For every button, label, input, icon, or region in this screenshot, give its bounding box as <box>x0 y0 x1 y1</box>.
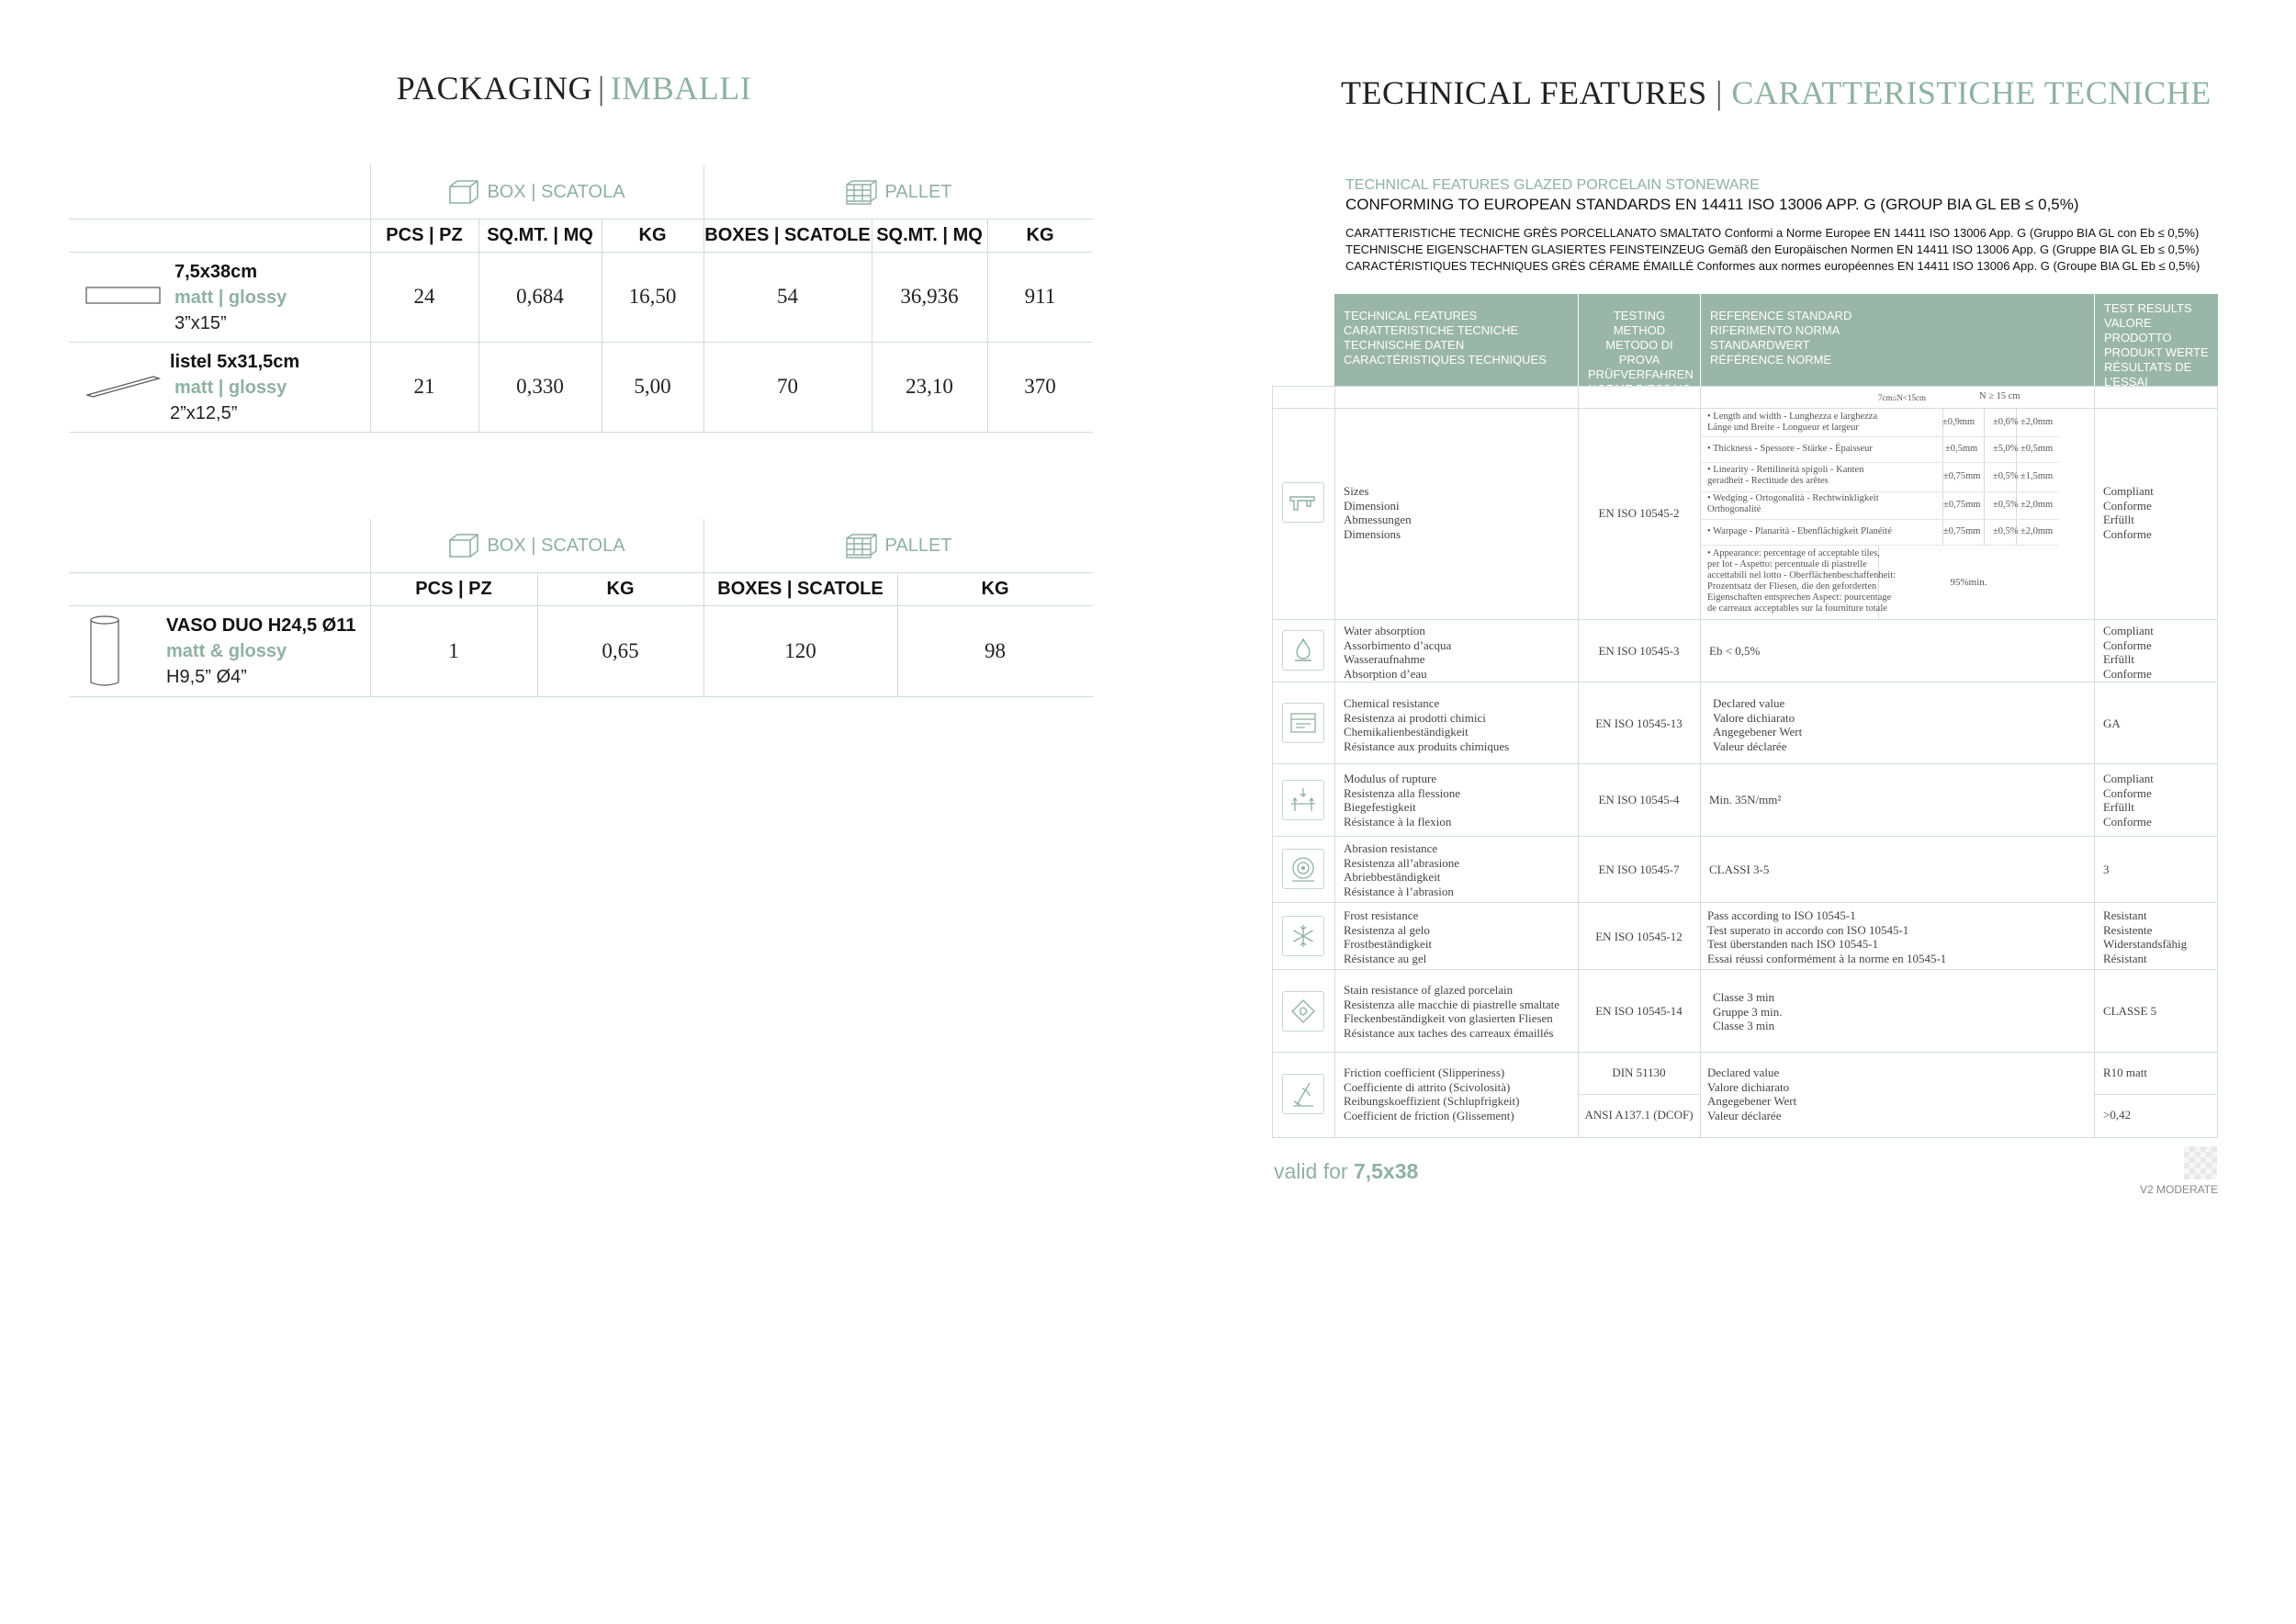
tolerance-label: • Thickness - Spessore - Stärke - Épaisseur <box>1707 444 1873 454</box>
col-header: SQ.MT. | MQ <box>487 224 593 245</box>
tolerance-value: ±0,6% <box>1993 417 2019 427</box>
reference-value: Eb < 0,5% <box>1709 644 1761 658</box>
header-line: CARACTÉRISTIQUES TECHNIQUES <box>1344 353 1547 367</box>
tolerance-value: ±0,9mm <box>1942 417 1975 427</box>
water-drop-icon <box>1282 630 1324 671</box>
translation-line: TECHNISCHE EIGENSCHAFTEN GLASIERTES FEINSTEINZEUG Gemäß den Europäischen Normen EN 14411 ISO 13006 App. G (Gruppe BIA GL Eb ≤ 0,5%) <box>1345 242 2200 256</box>
feature-line: Fleckenbeständigkeit von glasierten Fliesen <box>1344 1011 1553 1025</box>
valid-size: 7,5x38 <box>1353 1159 1419 1183</box>
test-result: GA <box>2103 716 2121 730</box>
feature-row <box>1272 837 2218 903</box>
result-line: Resistant <box>2103 908 2147 922</box>
test-method: EN ISO 10545-2 <box>1598 506 1680 520</box>
group-box-label: BOX | SCATOLA <box>487 535 625 556</box>
reference-line: Classe 3 min <box>1713 990 1775 1004</box>
header-line: METODO DI PROVA <box>1605 338 1673 367</box>
packaging-title-main: PACKAGING <box>396 70 592 107</box>
col-header: BOXES | SCATOLE <box>717 578 884 599</box>
header-line: TESTING METHOD <box>1613 309 1666 337</box>
feature-name <box>1344 983 1559 1040</box>
product-finish: matt | glossy <box>174 378 287 398</box>
feature-row <box>1272 682 2218 764</box>
technical-title-main: TECHNICAL FEATURES <box>1341 74 1707 111</box>
group-box <box>370 519 703 572</box>
cell-value: 5,00 <box>634 375 671 398</box>
product-name: VASO DUO H24,5 Ø11 <box>166 615 356 636</box>
tile-icon <box>85 287 161 305</box>
feature-line: Chemical resistance <box>1344 696 1440 710</box>
packaging-title-alt: IMBALLI <box>610 70 752 107</box>
reference-line: Angegebener Wert <box>1707 1094 1797 1108</box>
group-box <box>370 165 703 219</box>
appearance-line: • Appearance: percentage of acceptable tiles, <box>1707 548 1880 558</box>
appearance-line: de carreaux acceptables sur la fourniture totale <box>1707 603 1887 614</box>
product-name: 7,5x38cm <box>174 262 258 282</box>
header-reference <box>1701 294 2094 386</box>
product-finish: matt | glossy <box>174 288 287 308</box>
reference-value <box>1713 696 1802 753</box>
feature-line: Modulus of rupture <box>1344 772 1437 785</box>
test-method: EN ISO 10545-4 <box>1598 793 1680 806</box>
result-line: Résistant <box>2103 951 2147 965</box>
feature-name <box>1344 624 1451 681</box>
cell-value: 370 <box>1024 375 1056 398</box>
col-header: BOXES | SCATOLE <box>704 224 871 245</box>
cell-value: 16,50 <box>628 285 677 308</box>
translation-line: CARATTERISTICHE TECNICHE GRÈS PORCELLANATO SMALTATO Conformi a Norme Europee EN 14411 ISO 13006 App. G (Gruppo BIA GL con Eb ≤ 0,5%) <box>1345 226 2200 240</box>
abrasion-icon <box>1282 849 1324 889</box>
tolerance-value: ±0,5% <box>1993 526 2019 536</box>
feature-name <box>1344 696 1509 753</box>
feature-line: Coefficiente di attrito (Scivolosità) <box>1344 1079 1511 1094</box>
test-result: CLASSE 5 <box>2103 1004 2157 1018</box>
feature-row <box>1272 1053 2218 1138</box>
product-info <box>170 349 299 426</box>
header-line: RIFERIMENTO NORMA <box>1710 323 1840 337</box>
appearance-line: Eigenschaften entsprechen Aspect: pourcentage <box>1707 592 1892 603</box>
header-results <box>2095 294 2218 389</box>
col-header: PCS | PZ <box>415 578 492 599</box>
feature-line: Water absorption <box>1344 624 1425 637</box>
feature-line: Résistance aux taches des carreaux émaillés <box>1344 1025 1554 1040</box>
result-line: Erfüllt <box>2103 513 2134 526</box>
tolerance-value: ±0,5mm <box>1945 444 1978 454</box>
header-line: PRODUKT WERTE <box>2104 345 2209 359</box>
chemical-icon <box>1282 703 1324 743</box>
cell-value: 70 <box>777 375 798 398</box>
feature-name <box>1344 772 1460 829</box>
table-row <box>69 252 1093 342</box>
col-header: PCS | PZ <box>386 224 463 245</box>
tolerance-value: ±0,75mm <box>1943 471 1981 481</box>
brand-logo-icon <box>2184 1146 2217 1179</box>
feature-line: Friction coefficient (Slipperiness) <box>1344 1066 1505 1079</box>
cell-value: 1 <box>448 638 459 662</box>
feature-line: Assorbimento d’acqua <box>1344 637 1452 652</box>
result-line: Compliant <box>2103 484 2154 498</box>
tolerance-value: ±0,5mm <box>2020 444 2054 454</box>
tolerance-value: ±0,5% <box>1993 500 2019 510</box>
feature-line: Reibungskoeffizient (Schlupfrigkeit) <box>1344 1094 1520 1108</box>
tolerance-value: ±0,75mm <box>1943 526 1981 536</box>
appearance-line: Prozentsatz der Fliesen, die den geforderten <box>1707 581 1877 592</box>
brand-name: V2 MODERATE <box>2140 1183 2219 1196</box>
cell-value: 36,936 <box>900 285 959 308</box>
header-line: RÉSULTATS DE <box>2104 360 2192 374</box>
technical-table <box>1272 386 2218 1137</box>
reference-value: Min. 35N/mm² <box>1709 793 1782 806</box>
cell-value: 911 <box>1024 285 1056 308</box>
box-icon <box>448 179 479 205</box>
tolerance-value: ±1,5mm <box>2020 471 2054 481</box>
feature-name <box>1344 841 1459 898</box>
tolerance-value: ±5,0% <box>1993 444 2019 454</box>
reference-line: Valore dichiarato <box>1713 710 1795 725</box>
test-method: EN ISO 10545-12 <box>1595 930 1683 943</box>
product-info <box>174 259 287 336</box>
feature-line: Biegefestigkeit <box>1344 800 1416 814</box>
group-pallet <box>703 165 1093 219</box>
col-header: KG <box>606 578 635 599</box>
col-header: KG <box>638 224 667 245</box>
reference-value: CLASSI 3-5 <box>1709 863 1770 876</box>
appearance-text <box>1707 548 1896 615</box>
friction-icon <box>1282 1074 1324 1114</box>
header-line: PRÜFVERFAHREN <box>1588 367 1694 381</box>
frost-icon <box>1282 916 1324 956</box>
feature-line: Coefficient de friction (Glissement) <box>1344 1108 1514 1122</box>
appearance-line: accettabili nel lotto - Oberflächenbeschaffenheit: <box>1707 570 1896 581</box>
reference-line: Angegebener Wert <box>1713 725 1803 739</box>
feature-line: Dimensions <box>1344 526 1401 541</box>
cell-value: 0,684 <box>516 285 564 308</box>
feature-line: Frostbeständigkeit <box>1344 937 1433 951</box>
col-header: KG <box>1026 224 1054 245</box>
tolerance-label: Länge und Breite - Longueur et largeur <box>1707 423 1859 433</box>
result-line: Conforme <box>2103 498 2152 513</box>
test-method: EN ISO 10545-3 <box>1598 644 1680 658</box>
technical-translations <box>1345 225 2200 275</box>
feature-line: Resistenza all’abrasione <box>1344 855 1459 870</box>
reference-line: Valeur déclarée <box>1707 1108 1782 1122</box>
test-result <box>2103 908 2187 965</box>
cell-value: 0,330 <box>516 375 564 398</box>
test-method: ANSI A137.1 (DCOF) <box>1584 1108 1694 1122</box>
header-line: TECHNISCHE DATEN <box>1344 338 1465 352</box>
reference-value <box>1707 1066 1796 1122</box>
header-line: CARATTERISTICHE TECNICHE <box>1344 323 1519 337</box>
size-col-b: N ≥ 15 cm <box>1979 391 2020 401</box>
header-line: RÉFÉRENCE NORME <box>1710 353 1832 367</box>
test-method: DIN 51130 <box>1612 1066 1666 1079</box>
table-row <box>69 342 1093 432</box>
tolerance-value: ±2,0mm <box>2020 526 2054 536</box>
header-line: TECHNICAL FEATURES <box>1344 309 1478 322</box>
feature-line: Résistance à la flexion <box>1344 814 1452 829</box>
reference-line: Declared value <box>1713 696 1785 710</box>
group-pallet <box>703 519 1093 572</box>
table-row <box>69 605 1093 696</box>
feature-line: Résistance au gel <box>1344 951 1427 965</box>
cell-value: 0,65 <box>602 638 639 662</box>
reference-line: Test überstanden nach ISO 10545-1 <box>1707 937 1879 951</box>
result-line: Conforme <box>2103 785 2152 800</box>
rupture-icon <box>1282 780 1324 820</box>
header-line: TEST RESULTS <box>2104 301 2192 315</box>
feature-line: Stain resistance of glazed porcelain <box>1344 983 1514 997</box>
group-box-label: BOX | SCATOLA <box>487 181 625 202</box>
cell-value: 23,10 <box>906 375 953 398</box>
header-line: NORME D’ESSAIS <box>1588 382 1691 396</box>
feature-line: Résistance aux produits chimiques <box>1344 739 1510 753</box>
header-features <box>1334 294 1578 386</box>
sizes-subheader <box>1272 387 2218 409</box>
cell-value: 24 <box>413 285 435 308</box>
feature-line: Resistenza al gelo <box>1344 922 1430 937</box>
result-line: Conforme <box>2103 526 2152 541</box>
header-line: STANDARDWERT <box>1710 338 1810 352</box>
reference-line: Essai réussi conformément à la norme en 10545-1 <box>1707 951 1947 965</box>
result-line: Erfüllt <box>2103 800 2134 814</box>
col-header: KG <box>981 578 1009 599</box>
tolerance-value: ±2,0mm <box>2020 500 2054 510</box>
feature-line: Abrasion resistance <box>1344 841 1438 855</box>
group-pallet-label: PALLET <box>884 181 952 202</box>
feature-line: Abmessungen <box>1344 513 1412 526</box>
result-line: Compliant <box>2103 624 2154 637</box>
valid-prefix: valid for <box>1274 1159 1348 1183</box>
translation-line: CARACTÉRISTIQUES TECHNIQUES GRÈS CÉRAME ÉMAILLÉ Conformes aux normes européennes EN 14411 ISO 13006 App. G (Groupe BIA GL Eb ≤ 0,5%) <box>1345 259 2200 273</box>
test-method: EN ISO 10545-7 <box>1598 863 1680 876</box>
product-size: H9,5” Ø4” <box>166 667 247 687</box>
header-line: L’ESSAI <box>2104 375 2148 389</box>
box-icon <box>448 533 479 558</box>
pallet-icon <box>845 533 878 558</box>
header-method <box>1579 294 1700 396</box>
technical-subtitle: TECHNICAL FEATURES GLAZED PORCELAIN STONEWARE <box>1345 177 1760 193</box>
reference-line: Classe 3 min <box>1713 1019 1775 1032</box>
tolerance-value: ±0,75mm <box>1943 500 1981 510</box>
product-size: 2”x12,5” <box>170 403 238 423</box>
result-line: Erfüllt <box>2103 652 2134 666</box>
stain-icon <box>1282 991 1324 1032</box>
tolerance-label: • Length and width - Lunghezza e larghezza <box>1707 412 1878 422</box>
reference-line: Pass according to ISO 10545-1 <box>1707 908 1856 922</box>
feature-row <box>1272 620 2218 682</box>
tolerance-label: Orthogonalité <box>1707 504 1761 514</box>
feature-name <box>1344 908 1432 965</box>
feature-line: Chemikalienbeständigkeit <box>1344 725 1469 739</box>
feature-row <box>1272 970 2218 1053</box>
feature-line: Resistenza ai prodotti chimici <box>1344 710 1486 725</box>
cell-value: 120 <box>784 638 816 662</box>
technical-title-sep: | <box>1716 74 1723 111</box>
test-result: >0,42 <box>2103 1108 2132 1122</box>
packaging-table-1 <box>69 165 1093 432</box>
tolerance-label: geradheit - Rectitude des arêtes <box>1707 476 1829 486</box>
cell-value: 54 <box>777 285 798 308</box>
test-result: 3 <box>2103 863 2110 876</box>
test-result <box>2103 484 2154 541</box>
reference-line: Test superato in accordo con ISO 10545-1 <box>1707 922 1909 937</box>
result-line: Conforme <box>2103 666 2152 681</box>
reference-line: Gruppe 3 min. <box>1713 1004 1783 1019</box>
group-pallet-label: PALLET <box>884 535 952 556</box>
test-method: EN ISO 10545-14 <box>1595 1004 1683 1018</box>
packaging-title-sep: | <box>598 70 605 107</box>
packaging-title <box>0 69 1148 107</box>
cell-value: 98 <box>985 638 1006 662</box>
reference-line: Valeur déclarée <box>1713 739 1787 753</box>
result-line: Compliant <box>2103 772 2154 785</box>
feature-line: Sizes <box>1344 484 1369 498</box>
reference-line: Valore dichiarato <box>1707 1079 1790 1094</box>
feature-line: Abriebbeständigkeit <box>1344 870 1441 884</box>
test-result <box>2103 772 2154 829</box>
feature-line: Resistenza alle macchie di piastrelle smaltate <box>1344 997 1559 1011</box>
product-finish: matt & glossy <box>166 641 287 661</box>
result-line: Conforme <box>2103 637 2152 652</box>
result-line: Resistente <box>2103 922 2153 937</box>
feature-line: Absorption d’eau <box>1344 666 1427 681</box>
reference-value <box>1707 908 1946 965</box>
product-size: 3”x15” <box>174 313 227 333</box>
test-result <box>2103 624 2154 681</box>
feature-line: Wasseraufnahme <box>1344 652 1425 666</box>
caliper-icon <box>1282 482 1324 523</box>
result-line: Conforme <box>2103 814 2152 829</box>
reference-line: Declared value <box>1707 1066 1780 1079</box>
product-info <box>166 613 355 690</box>
technical-title <box>1341 73 2212 112</box>
feature-line: Résistance à l’abrasion <box>1344 884 1454 898</box>
product-name: listel 5x31,5cm <box>170 352 300 372</box>
tolerance-label: • Warpage - Planarità - Ebenflächigkeit Planéité <box>1707 526 1892 536</box>
sizes-row <box>1272 409 2218 620</box>
feature-line: Dimensioni <box>1344 498 1400 513</box>
cell-value: 21 <box>413 375 435 398</box>
header-line: REFERENCE STANDARD <box>1710 309 1852 322</box>
appearance-value: 95%min. <box>1950 577 1987 588</box>
technical-standard: CONFORMING TO EUROPEAN STANDARDS EN 14411 ISO 13006 APP. G (GROUP BIA GL EB ≤ 0,5%) <box>1345 196 2079 213</box>
result-line: Widerstandsfähig <box>2103 937 2188 951</box>
appearance-line: per lot - Aspetto: percentuale di piastrelle <box>1707 559 1867 570</box>
pallet-icon <box>845 179 878 205</box>
header-line: VALORE PRODOTTO <box>2104 316 2172 344</box>
tolerance-value: ±0,5% <box>1993 471 2019 481</box>
tolerance-label: • Linearity - Rettilineità spigoli - Kanten <box>1707 465 1864 475</box>
feature-name <box>1344 484 1412 541</box>
packaging-table-2 <box>69 519 1093 697</box>
technical-title-alt: CARATTERISTICHE TECNICHE <box>1731 74 2212 111</box>
vase-icon <box>89 615 120 688</box>
feature-row <box>1272 903 2218 970</box>
listel-icon <box>85 373 161 399</box>
valid-for-note <box>1274 1159 1418 1184</box>
feature-row <box>1272 764 2218 837</box>
reference-value <box>1713 990 1782 1033</box>
feature-name <box>1344 1066 1519 1122</box>
feature-line: Resistenza alla flessione <box>1344 785 1461 800</box>
tolerance-label: • Wedging - Ortogonalità - Rechtwinkligkeit <box>1707 493 1879 503</box>
feature-line: Frost resistance <box>1344 908 1419 922</box>
test-result: R10 matt <box>2103 1066 2148 1079</box>
col-header: SQ.MT. | MQ <box>876 224 983 245</box>
test-method: EN ISO 10545-13 <box>1595 716 1683 730</box>
size-col-a: 7cm≤N<15cm <box>1878 393 1927 402</box>
tolerance-value: ±2,0mm <box>2020 417 2054 427</box>
